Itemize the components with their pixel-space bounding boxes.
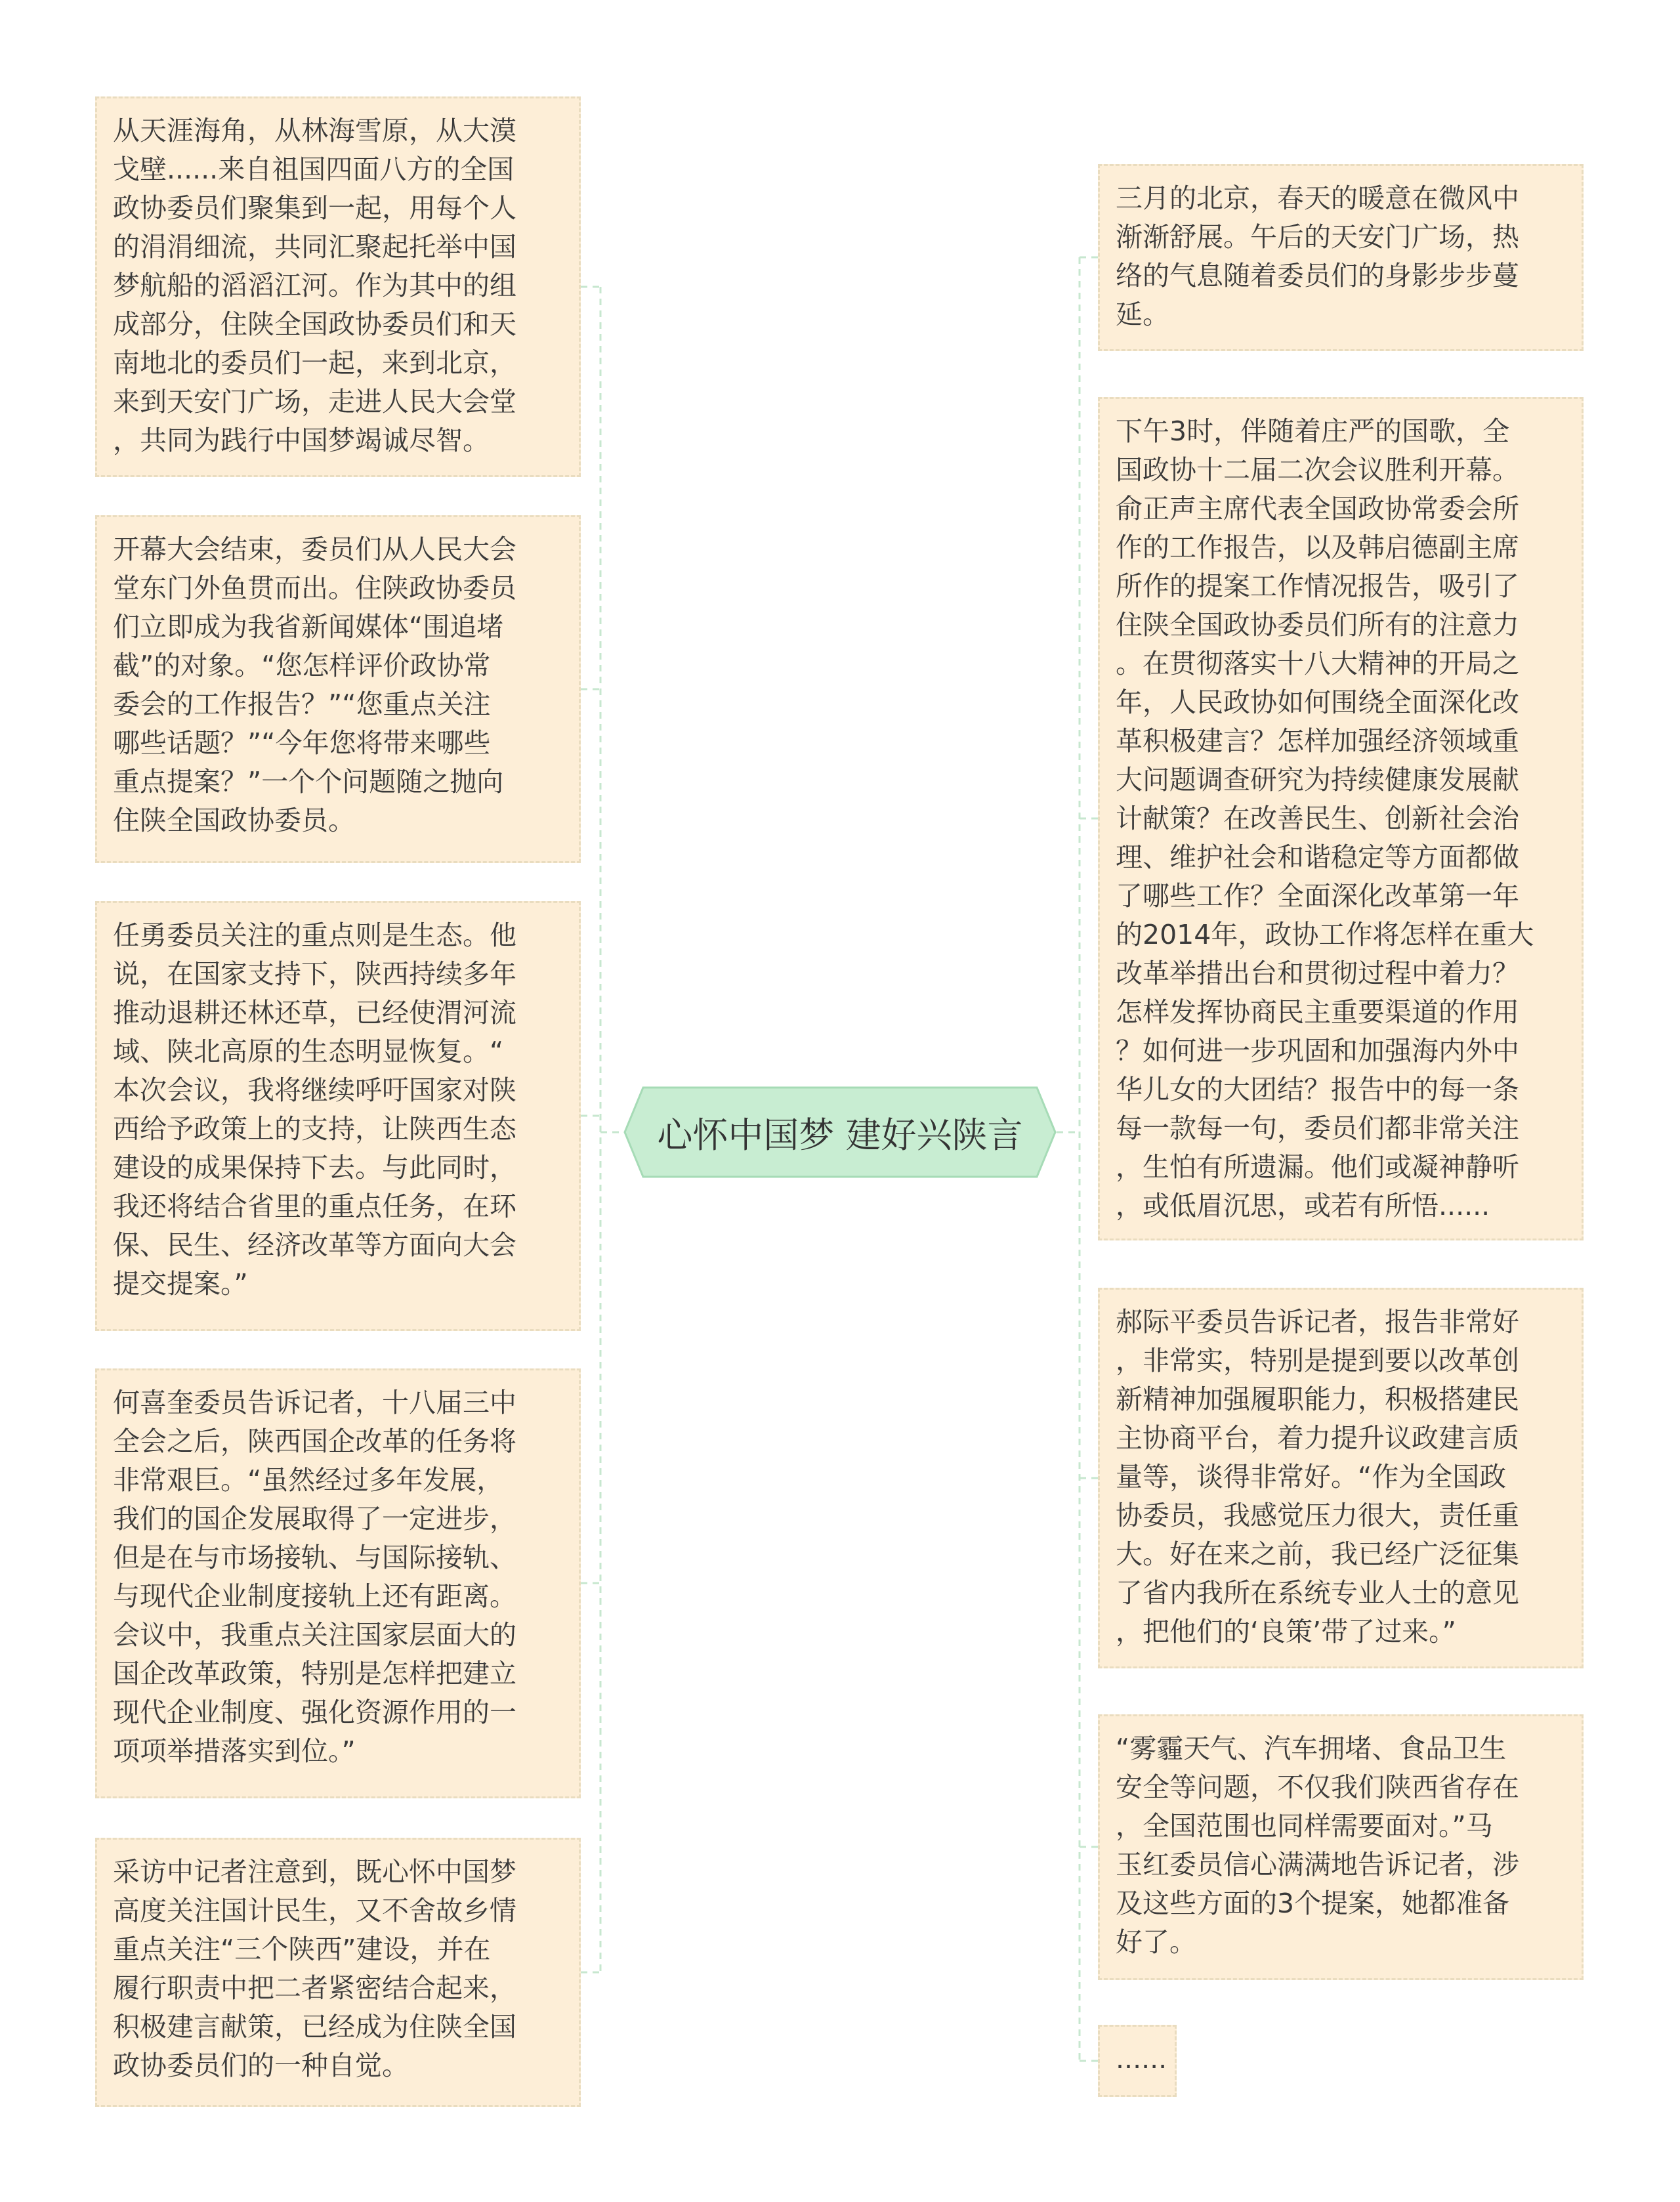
topic-right-5[interactable]: ...... <box>1098 2025 1177 2097</box>
topic-left-3[interactable]: 任勇委员关注的重点则是生态。他 说，在国家支持下，陕西持续多年 推动退耕还林还草，已经使渭河流 域、陕北高原的生态明显恢复。“ 本次会议，我将继续呼吁国家对陕 西给予政策上的支持，让陕西生态 建设的成果保持下去。与此同时， 我还将结合省里的重点任务，在环 保、民生、经济改革等方面向大会 提交提案。” <box>95 901 581 1331</box>
topic-right-2[interactable]: 下午3时，伴随着庄严的国歌，全 国政协十二届二次会议胜利开幕。 俞正声主席代表全国政协常委会所 作的工作报告，以及韩启德副主席 所作的提案工作情况报告，吸引了 住陕全国政协委员们所有的注意力 。在贯彻落实十八大精神的开局之 年，人民政协如何围绕全面深化改 革积极建言？怎样加强经济领域重 大问题调查研究为持续健康发展献 计献策？在改善民生、创新社会治 理、维护社会和谐稳定等方面都做 了哪些工作？全面深化改革第一年 的2014年，政协工作将怎样在重大 改革举措出台和贯彻过程中着力？ 怎样发挥协商民主重要渠道的作用 ？如何进一步巩固和加强海内外中 华儿女的大团结？报告中的每一条 每一款每一句，委员们都非常关注 ，生怕有所遗漏。他们或凝神静听 ，或低眉沉思，或若有所悟...... <box>1098 397 1584 1240</box>
topic-right-4[interactable]: “雾霾天气、汽车拥堵、食品卫生 安全等问题，不仅我们陕西省存在 ，全国范围也同样需要面对。”马 玉红委员信心满满地告诉记者，涉 及这些方面的3个提案，她都准备 好了。 <box>1098 1714 1584 1980</box>
topic-left-2[interactable]: 开幕大会结束，委员们从人民大会 堂东门外鱼贯而出。住陕政协委员 们立即成为我省新闻媒体“围追堵 截”的对象。“您怎样评价政协常 委会的工作报告？”“您重点关注 哪些话题？”“今年您将带来哪些 重点提案？”一个个问题随之抛向 住陕全国政协委员。 <box>95 515 581 863</box>
topic-left-5[interactable]: 采访中记者注意到，既心怀中国梦 高度关注国计民生，又不舍故乡情 重点关注“三个陕西”建设，并在 履行职责中把二者紧密结合起来， 积极建言献策，已经成为住陕全国 政协委员们的一种自觉。 <box>95 1838 581 2107</box>
central-topic-title: 心怀中国梦 建好兴陕言 <box>657 1114 1023 1156</box>
central-topic[interactable] <box>623 1086 1057 1178</box>
topic-left-1[interactable]: 从天涯海角，从林海雪原，从大漠 戈壁......来自祖国四面八方的全国 政协委员们聚集到一起，用每个人 的涓涓细流，共同汇聚起托举中国 梦航船的滔滔江河。作为其中的组 成部分，住陕全国政协委员们和天 南地北的委员们一起，来到北京， 来到天安门广场，走进人民大会堂 ，共同为践行中国梦竭诚尽智。 <box>95 96 581 477</box>
topic-right-1[interactable]: 三月的北京，春天的暖意在微风中 渐渐舒展。午后的天安门广场，热 络的气息随着委员们的身影步步蔓 延。 <box>1098 164 1584 351</box>
topic-right-3[interactable]: 郝际平委员告诉记者，报告非常好 ，非常实，特别是提到要以改革创 新精神加强履职能力，积极搭建民 主协商平台，着力提升议政建言质 量等，谈得非常好。“作为全国政 协委员，我感觉压力很大，责任重 大。好在来之前，我已经广泛征集 了省内我所在系统专业人士的意见 ，把他们的‘良策’带了过来。” <box>1098 1288 1584 1668</box>
topic-left-4[interactable]: 何喜奎委员告诉记者，十八届三中 全会之后，陕西国企改革的任务将 非常艰巨。“虽然经过多年发展， 我们的国企发展取得了一定进步， 但是在与市场接轨、与国际接轨、 与现代企业制度接轨上还有距离。 会议中，我重点关注国家层面大的 国企改革政策，特别是怎样把建立 现代企业制度、强化资源作用的一 项项举措落实到位。” <box>95 1368 581 1798</box>
